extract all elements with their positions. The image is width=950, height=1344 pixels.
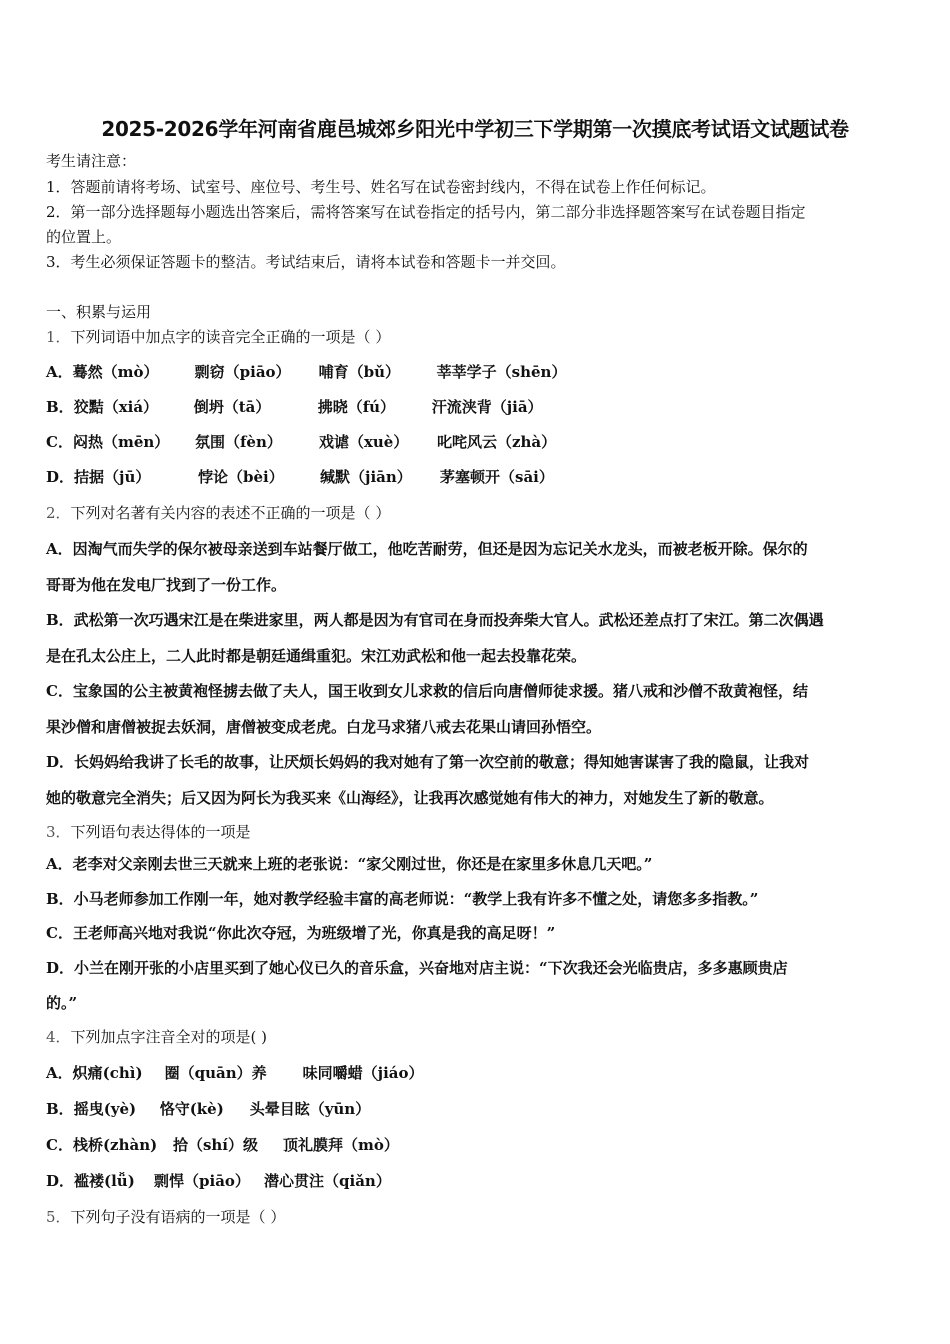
question-1-option-a[interactable]: A．蓦然（mò） 剽窃（piāo） 哺育（bǔ） 莘莘学子（shēn） (46, 363, 567, 381)
question-4-option-d[interactable]: D．褴褛(lǚ) 剽悍（piāo） 潜心贯注（qiǎn） (46, 1172, 391, 1190)
question-number: 1． (46, 328, 71, 346)
question-5-stem: 5．下列句子没有语病的一项是（ ） (46, 1208, 286, 1226)
question-2-option-d[interactable]: D．长妈妈给我讲了长毛的故事，让厌烦长妈妈的我对她有了第一次空前的敬意；得知她害谋害了我的隐鼠，让我对 (46, 753, 810, 771)
question-4-option-a[interactable]: A．炽痛(chì) 圈（quān）养 味同嚼蜡（jiáo） (46, 1064, 424, 1082)
question-number: 3． (46, 823, 71, 841)
option-label: B． (46, 398, 74, 416)
question-4-option-c[interactable]: C．栈桥(zhàn) 拾（shí）级 顶礼膜拜（mò） (46, 1136, 399, 1154)
option-label: C． (46, 433, 73, 451)
question-number: 2． (46, 504, 71, 522)
question-1-option-d[interactable]: D．拮据（jū） 悖论（bèi） 缄默（jiān） 茅塞顿开（sāi） (46, 468, 554, 486)
notice-item-3: 3．考生必须保证答题卡的整洁。考试结束后，请将本试卷和答题卡一并交回。 (46, 253, 566, 271)
question-4-option-b[interactable]: B．摇曳(yè) 恪守(kè) 头晕目眩（yūn） (46, 1100, 371, 1118)
question-2-option-c[interactable]: C．宝象国的公主被黄袍怪掳去做了夫人，国王收到女儿求救的信后向唐僧师徒求援。猪八戒和沙僧不敌黄袍怪，结 (46, 682, 808, 700)
question-1-option-b[interactable]: B．狡黠（xiá） 倒坍（tā） 拂晓（fú） 汗流浃背（jiā） (46, 398, 543, 416)
option-label: A． (46, 1064, 73, 1082)
question-number: 5． (46, 1208, 71, 1226)
question-3-option-b[interactable]: B．小马老师参加工作刚一年，她对教学经验丰富的高老师说：“教学上我有许多不懂之处，请您多多指教。” (46, 890, 759, 908)
question-3-option-d-cont: 的。” (46, 994, 78, 1012)
question-3-stem: 3．下列语句表达得体的一项是 (46, 823, 251, 841)
question-2-stem: 2．下列对名著有关内容的表述不正确的一项是（ ） (46, 504, 391, 522)
question-2-option-b[interactable]: B．武松第一次巧遇宋江是在柴进家里，两人都是因为有官司在身而投奔柴大官人。武松还差点打了宋江。第二次偶遇 (46, 611, 824, 629)
question-number: 4． (46, 1028, 71, 1046)
page-title: 2025-2026学年河南省鹿邑城郊乡阳光中学初三下学期第一次摸底考试语文试题试卷 (101, 117, 849, 141)
notice-item-1: 1．答题前请将考场、试室号、座位号、考生号、姓名写在试卷密封线内，不得在试卷上作任何标记。 (46, 178, 716, 196)
question-2-option-a[interactable]: A．因淘气而失学的保尔被母亲送到车站餐厅做工，他吃苦耐劳，但还是因为忘记关水龙头，而被老板开除。保尔的 (46, 540, 808, 558)
question-3-option-c[interactable]: C．王老师高兴地对我说“你此次夺冠，为班级增了光，你真是我的高足呀！” (46, 924, 556, 942)
question-3-option-d[interactable]: D．小兰在刚开张的小店里买到了她心仪已久的音乐盒，兴奋地对店主说：“下次我还会光临贵店，多多惠顾贵店 (46, 959, 788, 977)
notice-item-2: 2．第一部分选择题每小题选出答案后，需将答案写在试卷指定的括号内，第二部分非选择题答案写在试卷题目指定 (46, 203, 806, 221)
option-label: D． (46, 468, 75, 486)
option-label: D． (46, 1172, 75, 1190)
question-3-option-a[interactable]: A．老李对父亲刚去世三天就来上班的老张说：“家父刚过世，你还是在家里多休息几天吧。” (46, 855, 653, 873)
question-1-stem: 1．下列词语中加点字的读音完全正确的一项是（ ） (46, 328, 391, 346)
question-2-option-d-cont: 她的敬意完全消失；后又因为阿长为我买来《山海经》，让我再次感觉她有伟大的神力，对她发生了新的敬意。 (46, 789, 774, 807)
notice-item-2-cont: 的位置上。 (46, 228, 122, 246)
question-2-option-a-cont: 哥哥为他在发电厂找到了一份工作。 (46, 576, 287, 594)
option-label: B． (46, 1100, 74, 1118)
question-1-option-c[interactable]: C．闷热（mēn） 氛围（fèn） 戏谑（xuè） 叱咤风云（zhà） (46, 433, 557, 451)
option-label: C． (46, 1136, 73, 1154)
question-2-option-b-cont: 是在孔太公庄上，二人此时都是朝廷通缉重犯。宋江劝武松和他一起去投靠花荣。 (46, 647, 587, 665)
section-heading: 一、积累与运用 (46, 303, 152, 321)
question-2-option-c-cont: 果沙僧和唐僧被捉去妖洞，唐僧被变成老虎。白龙马求猪八戒去花果山请回孙悟空。 (46, 718, 602, 736)
option-label: A． (46, 363, 73, 381)
question-4-stem: 4．下列加点字注音全对的项是( ) (46, 1028, 268, 1046)
notice-heading: 考生请注意： (46, 152, 137, 170)
